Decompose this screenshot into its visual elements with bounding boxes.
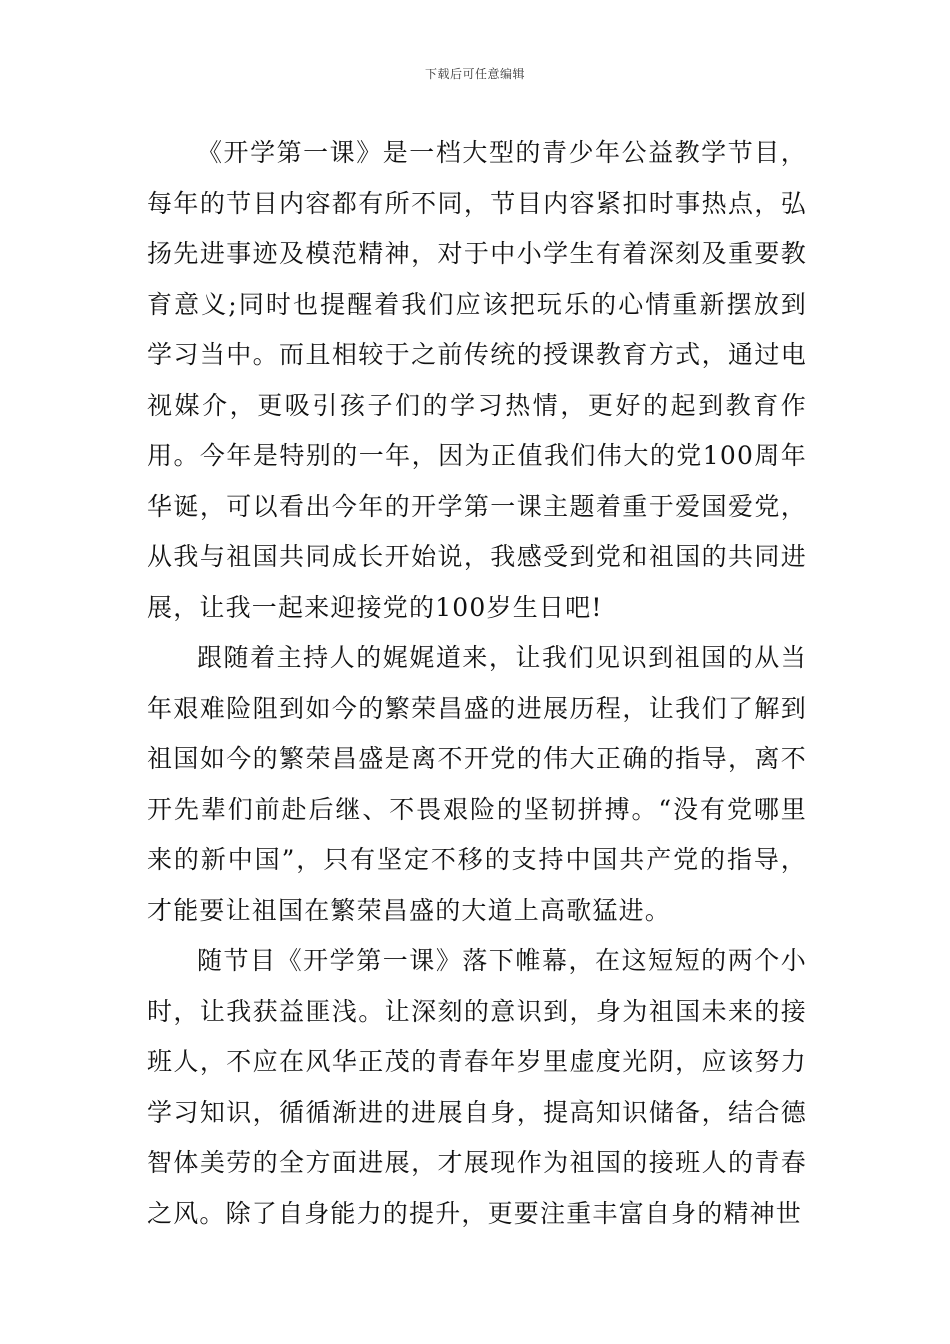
paragraph-2: 跟随着主持人的娓娓道来，让我们见识到祖国的从当年艰难险阻到如今的繁荣昌盛的进展历程，让我们了解到祖国如今的繁荣昌盛是离不开党的伟大正确的指导，离不开先辈们前赴后继、不畏艰险的坚韧拼搏。“没有党哪里来的新中国”，只有坚定不移的支持中国共产党的指导，才能要让祖国在繁荣昌盛的大道上高歌猛进。 [147, 643, 807, 925]
document-body [147, 128, 807, 1239]
paragraph-1: 《开学第一课》是一档大型的青少年公益教学节目，每年的节目内容都有所不同，节目内容紧扣时事热点，弘扬先进事迹及模范精神，对于中小学生有着深刻及重要教育意义;同时也提醒着我们应该把玩乐的心情重新摆放到学习当中。而且相较于之前传统的授课教育方式，通过电视媒介，更吸引孩子们的学习热情，更好的起到教育作用。今年是特别的一年，因为正值我们伟大的党100周年华诞，可以看出今年的开学第一课主题着重于爱国爱党，从我与祖国共同成长开始说，我感受到党和祖国的共同进展，让我一起来迎接党的100岁生日吧! [147, 138, 807, 622]
page-header: 下载后可任意编辑 [424, 67, 525, 81]
paragraph-3: 随节目《开学第一课》落下帷幕，在这短短的两个小时，让我获益匪浅。让深刻的意识到，身为祖国未来的接班人，不应在风华正茂的青春年岁里虚度光阴，应该努力学习知识，循循渐进的进展自身，提高知识储备，结合德智体美劳的全方面进展，才展现作为祖国的接班人的青春之风。除了自身能力的提升，更要注重丰富自身的精神世 [147, 946, 807, 1228]
